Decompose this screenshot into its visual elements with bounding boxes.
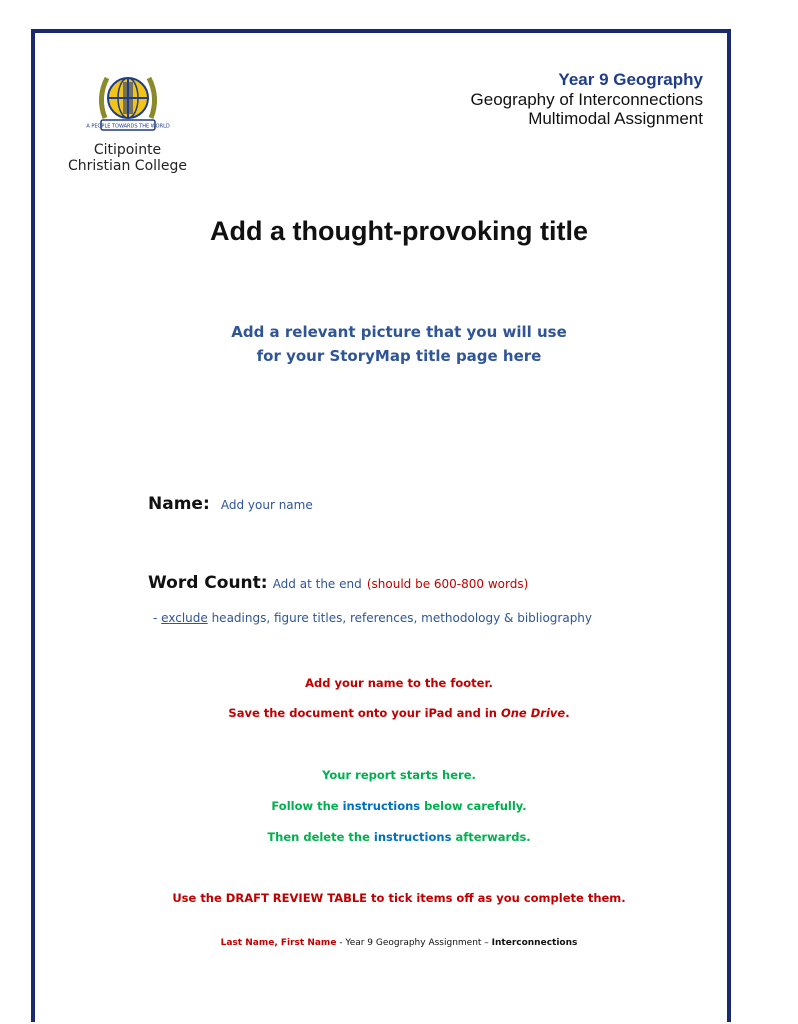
follow-instruction	[0, 799, 798, 813]
word-count-hint[interactable]: Add at the end	[272, 577, 362, 591]
picture-placeholder[interactable]	[0, 320, 798, 368]
delete-instruction	[0, 830, 798, 844]
name-field[interactable]	[148, 494, 313, 514]
follow-prefix: Follow the	[271, 799, 343, 813]
crest-icon	[85, 68, 170, 138]
follow-suffix: below carefully.	[420, 799, 527, 813]
college-name-line2: Christian College	[67, 158, 188, 174]
document-title[interactable]: Add a thought-provoking title	[210, 216, 588, 246]
draft-table-instruction: Use the DRAFT REVIEW TABLE to tick items off as you complete them.	[172, 891, 626, 905]
page-border	[31, 29, 731, 1022]
save-instruction	[0, 706, 798, 720]
word-count-range: (should be 600-800 words)	[366, 577, 529, 591]
save-suffix: .	[565, 706, 570, 720]
picture-note-line2: for your StoryMap title page here	[256, 347, 542, 365]
delete-suffix: afterwards.	[451, 830, 531, 844]
exclude-note	[153, 611, 592, 625]
assignment-header	[471, 70, 703, 128]
footer-middle: - Year 9 Geography Assignment –	[336, 938, 492, 948]
exclude-prefix: -	[153, 611, 162, 625]
footer-topic: Interconnections	[491, 938, 578, 948]
exclude-rest: headings, figure titles, references, methodology & bibliography	[207, 611, 593, 625]
picture-note-line1: Add a relevant picture that you will use	[231, 323, 567, 341]
name-hint[interactable]: Add your name	[220, 498, 313, 512]
unit-title: Geography of Interconnections	[470, 90, 703, 109]
name-label: Name:	[148, 494, 210, 514]
assessment-type: Multimodal Assignment	[528, 109, 703, 128]
save-location: One Drive	[500, 706, 566, 720]
subject-title: Year 9 Geography	[558, 70, 703, 89]
college-name	[60, 142, 195, 174]
word-count-field[interactable]	[148, 573, 528, 593]
follow-word: instructions	[342, 799, 421, 813]
crest-motto: A PEOPLE TOWARDS THE WORLD	[85, 123, 170, 130]
exclude-word: exclude	[161, 611, 208, 625]
delete-word: instructions	[373, 830, 452, 844]
report-start-note: Your report starts here.	[322, 768, 476, 782]
college-logo	[60, 68, 195, 174]
footer-instruction: Add your name to the footer.	[305, 676, 493, 690]
footer-names: Last Name, First Name	[220, 938, 337, 948]
save-prefix: Save the document onto your iPad and in	[228, 706, 501, 720]
college-name-line1: Citipointe	[93, 142, 162, 158]
word-count-label: Word Count:	[148, 573, 268, 593]
document-footer[interactable]	[0, 938, 798, 948]
delete-prefix: Then delete the	[267, 830, 374, 844]
